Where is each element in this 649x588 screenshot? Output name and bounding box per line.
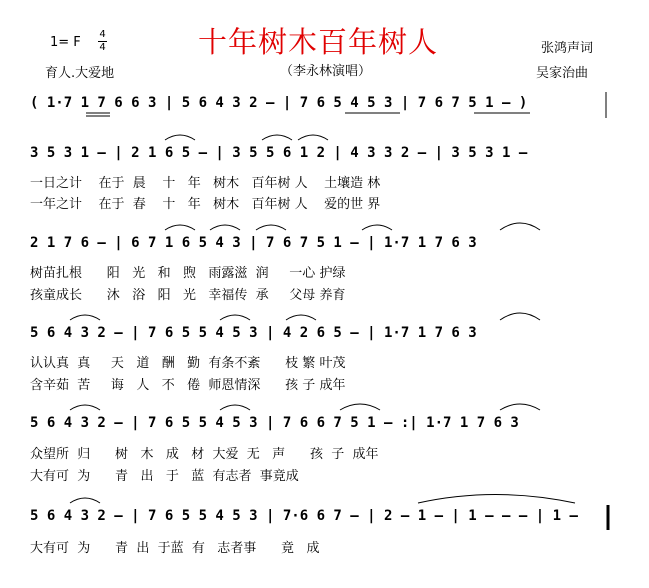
notation-row-6: 5 6 4 3 2 – | 7 6 5 5 4 5 3 | 7·6 6 7 – | 2 – 1 – | 1 – – – | 1 – [30,508,578,524]
notation-row-5: 5 6 4 3 2 – | 7 6 5 5 4 5 3 | 7 6 6 7 5 1 – :| 1·7 1 7 6 3 [30,415,519,431]
subtitle: 育人.大爱地 [45,66,115,81]
lyrics-row-3-verse-1: 树苗扎根 阳 光 和 煦 雨露滋 润 一心 护绿 [30,266,346,281]
key-signature: 1= F [50,35,81,50]
singer-credit: （李永林演唱） [280,64,372,79]
lyrics-row-6: 大有可 为 青 出 于蓝 有 志者事 竟 成 [30,541,320,556]
lyrics-row-2-verse-2: 一年之计 在于 春 十 年 树木 百年树 人 爱的世 界 [30,197,381,212]
lyrics-row-5-verse-1: 众望所 归 树 木 成 材 大爱 无 声 孩 子 成年 [30,447,379,462]
lyricist-credit: 张鸿声词 [541,41,594,56]
notation-row-2: 3 5 3 1 – | 2 1 6 5 – | 3 5 5 6 1 2 | 4 3 3 2 – | 3 5 3 1 – [30,145,528,161]
lyrics-row-4-verse-2: 含辛茹 苦 诲 人 不 倦 师恩情深 孩 子 成年 [30,378,346,393]
notation-row-4: 5 6 4 3 2 – | 7 6 5 5 4 5 3 | 4 2 6 5 – | 1·7 1 7 6 3 [30,325,477,341]
time-signature-bottom: 4 [99,42,106,53]
lyrics-row-2-verse-1: 一日之计 在于 晨 十 年 树木 百年树 人 土壤造 林 [30,176,381,191]
lyrics-row-4-verse-1: 认认真 真 天 道 酬 勤 有条不紊 枝 繁 叶茂 [30,356,346,371]
lyrics-row-3-verse-2: 孩童成长 沐 浴 阳 光 幸福传 承 父母 养育 [30,288,346,303]
composer-credit: 吴家治曲 [536,66,589,81]
notation-row-1: ( 1·7 1 7 6 6 3 | 5 6 4 3 2 – | 7 6 5 4 5 3 | 7 6 7 5 1 – ) [30,95,528,111]
song-title: 十年树木百年树人 [198,25,439,59]
lyrics-row-5-verse-2: 大有可 为 青 出 于 蓝 有志者 事竟成 [30,469,299,484]
time-signature-top: 4 [99,29,106,40]
notation-row-3: 2 1 7 6 – | 6 7 1 6 5 4 3 | 7 6 7 5 1 – | 1·7 1 7 6 3 [30,235,477,251]
